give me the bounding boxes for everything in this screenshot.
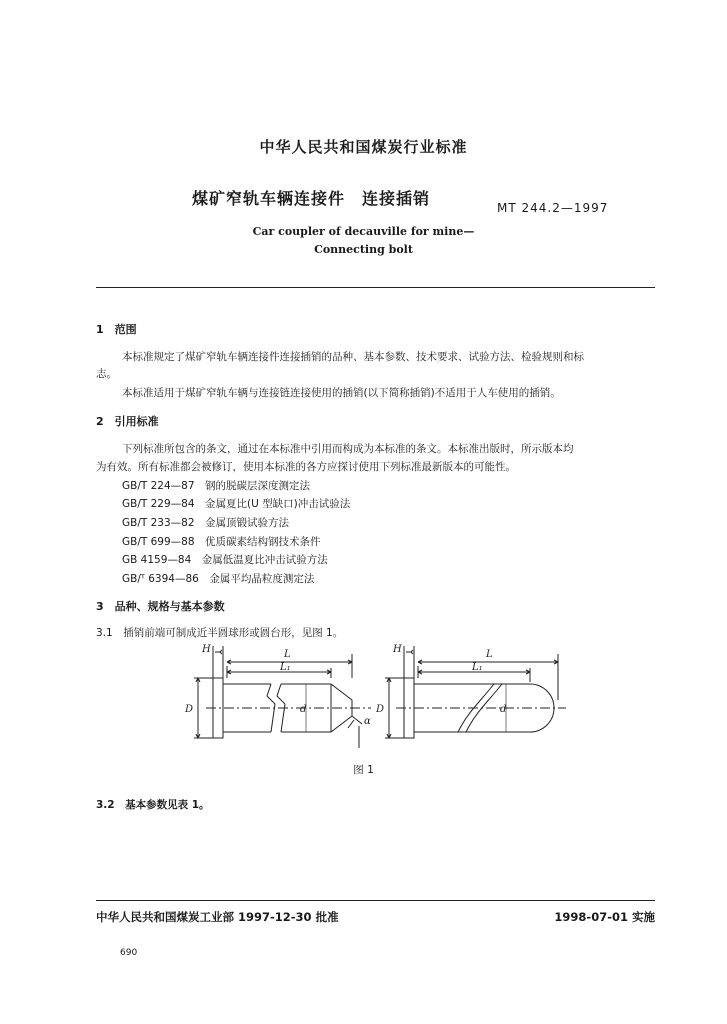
reference-standard-item: GB/T 224—87 钢的脱碳层深度测定法 <box>122 480 311 492</box>
label-D: D <box>376 704 385 715</box>
approval-info: 中华人民共和国煤炭工业部 1997-12-30 批准 <box>96 910 339 924</box>
section-2-paragraph-line-2: 为有效。所有标准都会被修订，使用本标准的各方应探讨使用下列标准最新版本的可能性。 <box>96 461 516 473</box>
document-title-en-line1: Car coupler of decauville for mine— <box>252 225 475 238</box>
section-2-paragraph-line-1: 下列标准所包含的条文，通过在本标准中引用而构成为本标准的条文。本标准出版时，所示版本均 <box>122 443 574 455</box>
section-1-paragraph-1-line-1: 本标准规定了煤矿窄轨车辆连接件连接插销的品种、基本参数、技术要求、试验方法、检验规则和标 <box>122 351 584 363</box>
label-d: d <box>500 704 507 715</box>
standard-number: MT 244.2—1997 <box>497 201 609 215</box>
label-D: D <box>185 704 194 715</box>
label-L1: L₁ <box>280 662 291 673</box>
reference-standard-item: GB/T 233—82 金属顶锻试验方法 <box>122 517 290 529</box>
label-L1: L₁ <box>472 662 483 673</box>
issuing-organization: 中华人民共和国煤炭行业标准 <box>259 138 468 156</box>
footer-divider <box>96 900 655 901</box>
label-H: H <box>202 644 211 655</box>
bolt-drawing-hemispherical-end <box>385 646 566 738</box>
document-title-cn: 煤矿窄轨车辆连接件 连接插销 <box>192 189 431 208</box>
page-number: 690 <box>120 948 138 958</box>
document-title-en-line2: Connecting bolt <box>314 243 413 256</box>
clause-3-2: 3.2 基本参数见表 1。 <box>96 799 210 811</box>
section-1-paragraph-1-line-2: 志。 <box>96 368 117 380</box>
label-d: d <box>300 704 307 715</box>
section-2-heading: 2 引用标准 <box>96 415 159 428</box>
figure-1-connecting-bolt-drawings <box>176 642 576 758</box>
section-3-heading: 3 品种、规格与基本参数 <box>96 600 225 613</box>
effective-date: 1998-07-01 实施 <box>554 910 655 924</box>
figure-1-caption: 图 1 <box>353 764 374 776</box>
section-1-heading: 1 范围 <box>96 323 137 336</box>
label-alpha: α <box>364 716 371 727</box>
label-L: L <box>486 649 493 660</box>
label-H: H <box>393 644 402 655</box>
reference-standard-item: GB/T 699—88 优质碳素结构钢技术条件 <box>122 536 321 548</box>
reference-standard-item: GB/T 229—84 金属夏比(U 型缺口)冲击试验法 <box>122 498 351 510</box>
reference-standard-item: GB/ᵀ 6394—86 金属平均晶粒度测定法 <box>122 573 315 585</box>
label-L: L <box>284 649 291 660</box>
header-divider <box>96 287 655 288</box>
reference-standard-item: GB 4159—84 金属低温夏比冲击试验方法 <box>122 554 328 566</box>
section-1-paragraph-2: 本标准适用于煤矿窄轨车辆与连接链连接使用的插销(以下简称插销)不适用于人车使用的插销。 <box>122 387 561 399</box>
clause-3-1: 3.1 插销前端可制成近半圆球形或圆台形，见图 1。 <box>96 627 344 639</box>
